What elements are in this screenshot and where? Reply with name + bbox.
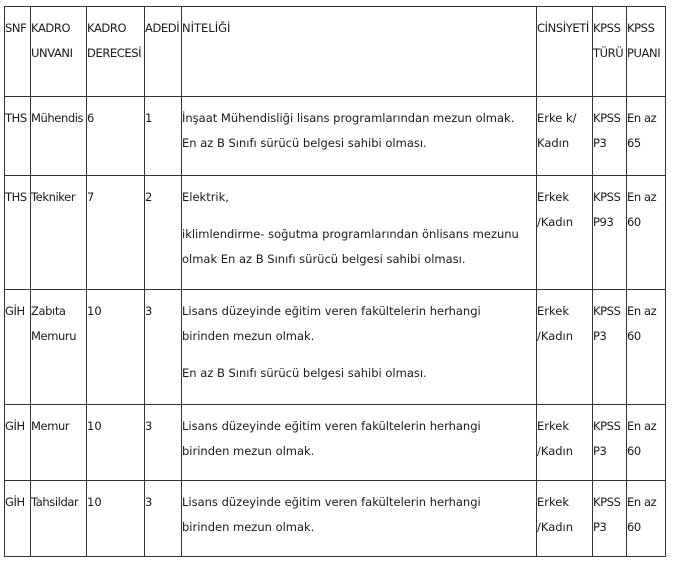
cell-derece: 10 — [87, 290, 145, 405]
header-cell-adedi — [145, 7, 182, 97]
table-row — [5, 97, 666, 176]
cell-kpss-turu: KPSS P3 — [593, 405, 627, 481]
cell-nitelik: Lisans düzeyinde eğitim veren fakültelerin herhangi birinden mezun olmak. — [182, 481, 537, 557]
table-header-row — [5, 7, 666, 97]
cell-snf: THS — [5, 97, 31, 176]
cell-adet: 3 — [145, 405, 182, 481]
cell-cinsiyet: Erkek /Kadın — [537, 176, 593, 290]
header-cell-kpss-puani — [627, 7, 666, 97]
document-area — [4, 6, 666, 557]
header-snf: SNF — [5, 21, 27, 35]
cell-cinsiyet: Erkek /Kadın — [537, 290, 593, 405]
cell-kpss-puani: En az 65 — [627, 97, 666, 176]
header-cell-kpss-turu — [593, 7, 627, 97]
header-kpss-puani: KPSS PUANI — [627, 21, 661, 60]
cell-nitelik: Lisans düzeyinde eğitim veren fakültelerin herhangi birinden mezun olmak. — [182, 405, 537, 481]
header-niteligi: NİTELİĞİ — [182, 21, 231, 35]
table-row — [5, 290, 666, 405]
cell-kpss-puani: En az 60 — [627, 405, 666, 481]
header-cell-kadro-derecesi — [87, 7, 145, 97]
cell-kpss-puani: En az 60 — [627, 481, 666, 557]
table-row — [5, 481, 666, 557]
cell-unvan: Mühendis — [31, 97, 87, 176]
cell-adet: 2 — [145, 176, 182, 290]
cell-derece: 10 — [87, 405, 145, 481]
cell-cinsiyet: Erkek /Kadın — [537, 481, 593, 557]
cell-adet: 1 — [145, 97, 182, 176]
cell-unvan: Tahsildar — [31, 481, 87, 557]
cell-nitelik: İnşaat Mühendisliği lisans programlarından mezun olmak. En az B Sınıfı sürücü belgesi sahibi olması. — [182, 97, 537, 176]
table-row — [5, 176, 666, 290]
header-cell-snf — [5, 7, 31, 97]
table-row — [5, 405, 666, 481]
cell-unvan: Memur — [31, 405, 87, 481]
cell-cinsiyet: Erkek /Kadın — [537, 405, 593, 481]
cell-derece: 10 — [87, 481, 145, 557]
cell-nitelik: Elektrik, iklimlendirme- soğutma programlarından önlisans mezunu olmak En az B Sınıfı sürücü belgesi sahibi olması. — [182, 176, 537, 290]
cell-snf: GİH — [5, 405, 31, 481]
header-cell-kadro-unvani — [31, 7, 87, 97]
header-kpss-turu: KPSS TÜRÜ — [593, 21, 624, 60]
cell-derece: 6 — [87, 97, 145, 176]
cell-nitelik: Lisans düzeyinde eğitim veren fakültelerin herhangi birinden mezun olmak. En az B Sınıfı sürücü belgesi sahibi olması. — [182, 290, 537, 405]
kadro-table — [4, 6, 666, 557]
cell-kpss-puani: En az 60 — [627, 176, 666, 290]
header-kadro-derecesi: KADRO DERECESİ — [87, 21, 142, 60]
cell-kpss-turu: KPSS P3 — [593, 97, 627, 176]
cell-kpss-turu: KPSS P3 — [593, 481, 627, 557]
cell-cinsiyet: Erke k/ Kadın — [537, 97, 593, 176]
cell-adet: 3 — [145, 481, 182, 557]
cell-kpss-puani: En az 60 — [627, 290, 666, 405]
cell-adet: 3 — [145, 290, 182, 405]
cell-snf: GİH — [5, 290, 31, 405]
header-kadro-unvani: KADRO UNVANI — [31, 21, 73, 60]
cell-kpss-turu: KPSS P3 — [593, 290, 627, 405]
header-cell-niteligi — [182, 7, 537, 97]
cell-snf: GİH — [5, 481, 31, 557]
header-cinsiyeti: CİNSİYETİ — [537, 21, 589, 35]
cell-kpss-turu: KPSS P93 — [593, 176, 627, 290]
cell-derece: 7 — [87, 176, 145, 290]
cell-unvan: Tekniker — [31, 176, 87, 290]
cell-snf: THS — [5, 176, 31, 290]
header-cell-cinsiyeti — [537, 7, 593, 97]
header-adedi: ADEDİ — [145, 21, 180, 35]
cell-unvan: Zabıta Memuru — [31, 290, 87, 405]
